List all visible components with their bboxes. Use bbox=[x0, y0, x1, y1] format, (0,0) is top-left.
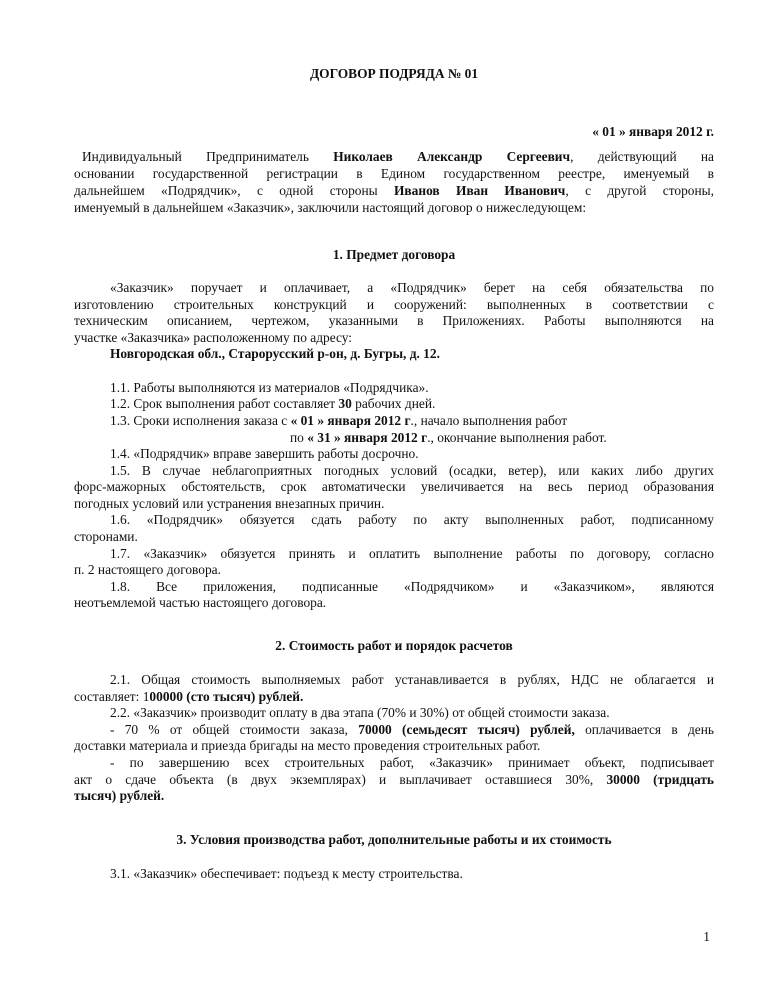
contract-date: « 01 » января 2012 г. bbox=[592, 124, 714, 139]
section-3-heading: 3. Условия производства работ, дополнительные работы и их стоимость bbox=[176, 832, 612, 847]
section-1-heading: 1. Предмет договора bbox=[332, 247, 456, 262]
object-address: Новгородская обл., Старорусский р-он, д. Бугры, д. 12. bbox=[110, 346, 440, 361]
section-2-heading: 2. Стоимость работ и порядок расчетов bbox=[275, 638, 513, 653]
contract-title: ДОГОВОР ПОДРЯДА № 01 bbox=[309, 66, 479, 81]
page-number: 1 bbox=[703, 929, 710, 944]
document-page: ДОГОВОР ПОДРЯДА № 01 « 01 » января 2012 г. Индивидуальный Предприниматель Николаев Александр Сергеевич, действующий на основании государственной регистрации в Едином государственном реестре, именуемый в дальнейшем «Подрядчик», с одной стороны Иванов Иван Иванович, с другой стороны, именуемый в дальнейшем «Заказчик», заключили настоящий договор о нижеследующем: 1. Предмет договора «Заказчик» поручает и оплачивает, а «Подрядчик» берет на себя обязательства по изготовлению строительных конструкций и сооружений: выполненных в соответствии с техническим описанием, чертежом, указанными в Приложениях. Работы выполняются на участке «Заказчика» расположенному по адресу: Новгородская обл., Старорусский р-он, д. Бугры, д. 12. 1.1. Работы выполняются из материалов «Подрядчика». 1.2. Срок выполнения работ составляет 30 рабочих дней. 1.3. Сроки исполнения заказа с « 01 » января 2012 г., начало выполнения работ по « 31 » января 2012 г., окончание выполнения работ. 1.4. «Подрядчик» вправе завершить работы досрочно. 1.5. В случае неблагоприятных погодных условий (осадки, ветер), или каких либо других форс-мажорных обстоятельств, срок автоматически увеличивается на весь период образования погодных условий или устранения внезапных причин. 1.6. «Подрядчик» обязуется сдать работу по акту выполненных работ, подписанному сторонами. 1.7. «Заказчик» обязуется принять и оплатить выполнение работы по договору, согласно п. 2 настоящего договора. 1.8. Все приложения, подписанные «Подрядчиком» и «Заказчиком», являются неотъемлемой частью настоящего договора. 2. Стоимость работ и порядок расчетов 2.1. Общая стоимость выполняемых работ устанавливается в рублях, НДС не облагается и составляет: 100000 (сто тысяч) рублей. 2.2. «Заказчик» производит оплату в два этапа (70% и 30%) от общей стоимости заказа. - 70 % от общей стоимости заказа, 70000 (семьдесят тысяч) рублей, оплачивается в день доставки материала и приезда бригады на место проведения строительных работ. - по завершению всех строительных работ, «Заказчик» принимает объект, подписывает акт о сдаче объекта (в двух экземплярах) и выплачивает оставшиеся 30%, 30000 (тридцать тысяч) рублей. 3. Условия производства работ, дополнительные работы и их стоимость 3.1. «Заказчик» обеспечивает: подъезд к месту строительства. 1 bbox=[74, 66, 715, 944]
